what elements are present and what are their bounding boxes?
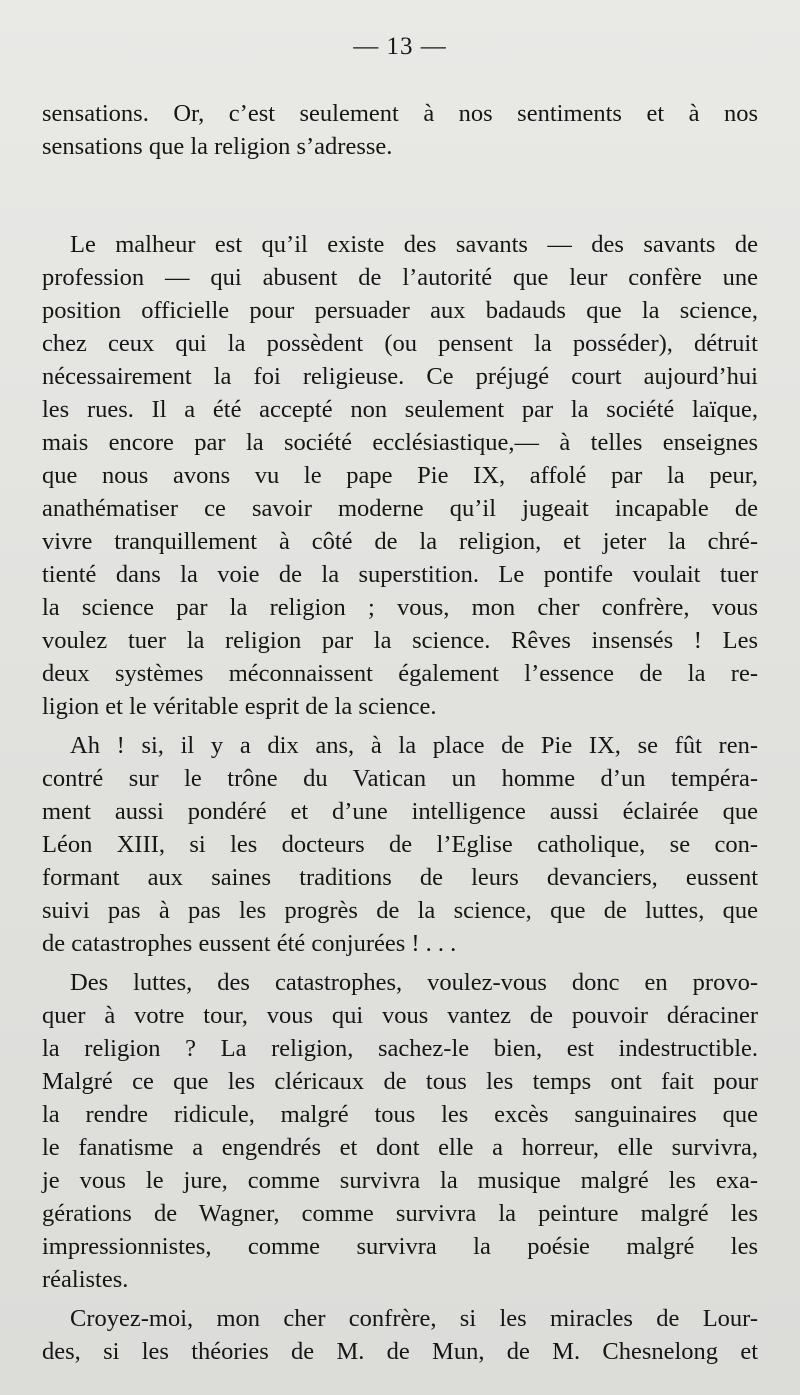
text-line: Croyez-moi, mon cher confrère, si les miracles de Lour- bbox=[70, 1305, 758, 1332]
text-line: position officielle pour persuader aux badauds que la science, bbox=[42, 297, 758, 324]
text-line: tienté dans la voie de la superstition. Le pontife voulait tuer bbox=[42, 561, 758, 588]
paragraph-3 bbox=[42, 729, 758, 960]
text-line: chez ceux qui la possèdent (ou pensent la posséder), détruit bbox=[42, 330, 758, 357]
text-line: ligion et le véritable esprit de la science. bbox=[42, 693, 437, 720]
text-line: nécessairement la foi religieuse. Ce préjugé court aujourd’hui bbox=[42, 363, 758, 390]
text-line: impressionnistes, comme survivra la poésie malgré les bbox=[42, 1233, 758, 1260]
paragraph-1 bbox=[42, 97, 758, 163]
text-line: Le malheur est qu’il existe des savants — des savants de bbox=[70, 231, 758, 258]
text-line: Des luttes, des catastrophes, voulez-vous donc en provo- bbox=[70, 969, 758, 996]
text-line: ment aussi pondéré et d’une intelligence aussi éclairée que bbox=[42, 798, 758, 825]
text-line: que nous avons vu le pape Pie IX, affolé par la peur, bbox=[42, 462, 758, 489]
text-line: je vous le jure, comme survivra la musique malgré les exa- bbox=[42, 1167, 758, 1194]
text-line: vivre tranquillement à côté de la religion, et jeter la chré- bbox=[42, 528, 758, 555]
text-line: de catastrophes eussent été conjurées ! . . . bbox=[42, 930, 457, 957]
text-block bbox=[42, 97, 758, 1368]
paragraph-4 bbox=[42, 966, 758, 1296]
text-line: gérations de Wagner, comme survivra la peinture malgré les bbox=[42, 1200, 758, 1227]
text-line: des, si les théories de M. de Mun, de M. Chesnelong et bbox=[42, 1338, 758, 1365]
paragraph-5 bbox=[42, 1302, 758, 1368]
text-line: Ah ! si, il y a dix ans, à la place de Pie IX, se fût ren- bbox=[70, 732, 758, 759]
text-line: deux systèmes méconnaissent également l’essence de la re- bbox=[42, 660, 758, 687]
paragraph-2 bbox=[42, 228, 758, 723]
text-line: mais encore par la société ecclésiastique,— à telles enseignes bbox=[42, 429, 758, 456]
text-line: sensations que la religion s’adresse. bbox=[42, 133, 393, 160]
text-line: les rues. Il a été accepté non seulement par la société laïque, bbox=[42, 396, 758, 423]
text-line: réalistes. bbox=[42, 1266, 129, 1293]
text-line: Malgré ce que les cléricaux de tous les temps ont fait pour bbox=[42, 1068, 758, 1095]
text-line: la rendre ridicule, malgré tous les excès sanguinaires que bbox=[42, 1101, 758, 1128]
text-line: la religion ? La religion, sachez-le bien, est indestructible. bbox=[42, 1035, 758, 1062]
text-line: profession — qui abusent de l’autorité que leur confère une bbox=[42, 264, 758, 291]
text-line: formant aux saines traditions de leurs devanciers, eussent bbox=[42, 864, 758, 891]
text-line: contré sur le trône du Vatican un homme d’un tempéra- bbox=[42, 765, 758, 792]
text-line: quer à votre tour, vous qui vous vantez de pouvoir déraciner bbox=[42, 1002, 758, 1029]
text-line: la science par la religion ; vous, mon cher confrère, vous bbox=[42, 594, 758, 621]
text-line: sensations. Or, c’est seulement à nos sentiments et à nos bbox=[42, 100, 758, 127]
text-line: anathématiser ce savoir moderne qu’il jugeait incapable de bbox=[42, 495, 758, 522]
text-line: voulez tuer la religion par la science. Rêves insensés ! Les bbox=[42, 627, 758, 654]
text-line: Léon XIII, si les docteurs de l’Eglise catholique, se con- bbox=[42, 831, 758, 858]
page-number: — 13 — bbox=[353, 33, 447, 60]
text-line: le fanatisme a engendrés et dont elle a horreur, elle survivra, bbox=[42, 1134, 758, 1161]
text-line: suivi pas à pas les progrès de la science, que de luttes, que bbox=[42, 897, 758, 924]
